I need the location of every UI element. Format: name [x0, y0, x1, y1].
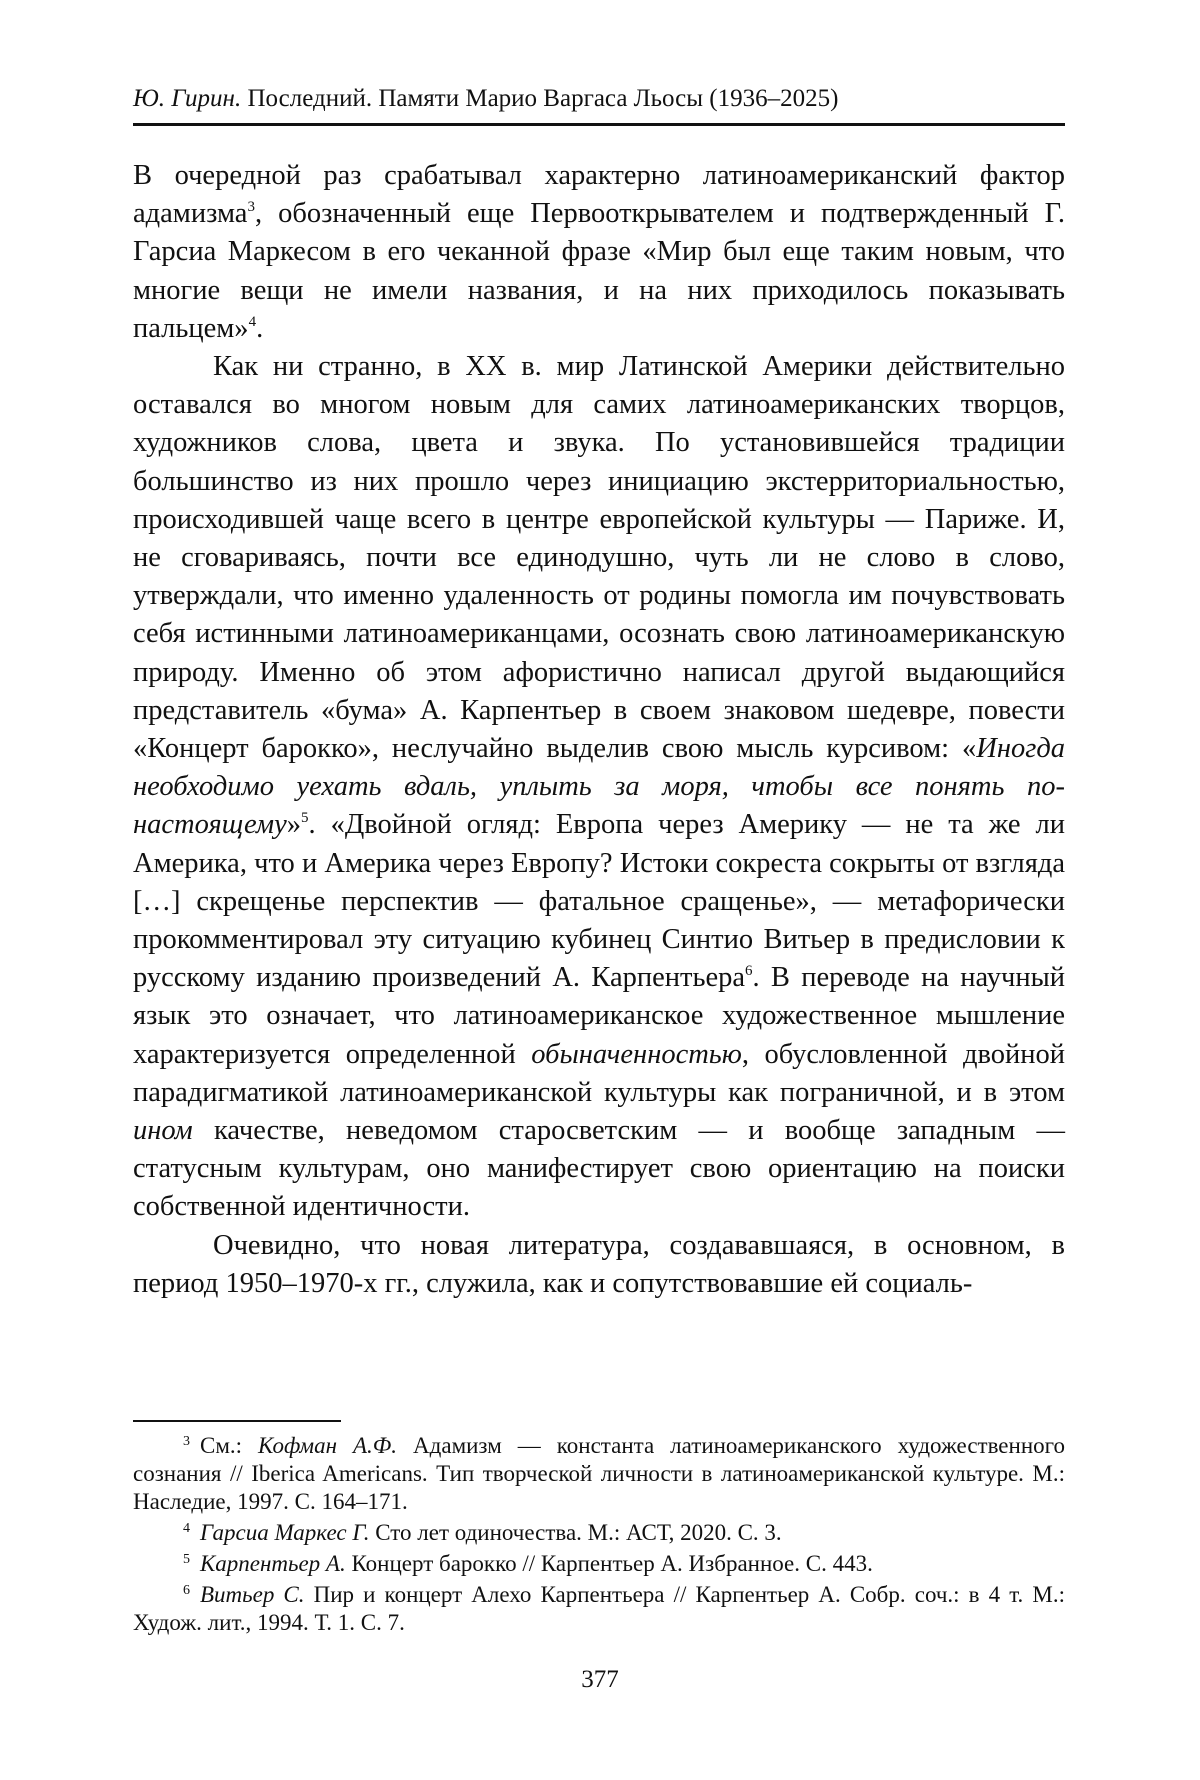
text-run: качестве, неведомом старосветским — и вообще западным — статусным культурам, оно манифестирует свою ориентацию на поиски собственной идентичности.: [133, 1115, 1065, 1223]
text-run: . «Двойной огляд: Европа через Америку — не та же ли Америка, что и Америка через Европу? Истоки сокреста сокрыты от взгляда […] скрещенье перспектив — фатальное сращенье», — метафорически прокомментировал эту ситуацию кубинец Синтио Витьер в предисловии к русскому изданию произведений А. Карпентьера: [133, 809, 1065, 994]
header-author: Ю. Гирин.: [133, 85, 242, 112]
footnote-5: [133, 1550, 1065, 1578]
footnote-4: [133, 1519, 1065, 1547]
footnote-author: Витьер С.: [200, 1582, 305, 1607]
footnote-marker: 4: [248, 313, 257, 330]
main-text: [133, 157, 1065, 1303]
footnote-marker: 6: [745, 963, 753, 980]
text-run: .: [256, 312, 264, 344]
footnote-text: Адамизм — константа латиноамериканского художественного сознания // Iberica Americans. Тип творческой личности в латиноамериканской культуре. М.: Наследие, 1997. С. 164–171.: [133, 1433, 1065, 1514]
text-run: В очередной раз срабатывал характерно латиноамериканский фактор адамизма: [133, 160, 1065, 230]
footnote-author: Гарсиа Маркес Г.: [200, 1520, 370, 1545]
paragraph-1: [133, 157, 1065, 348]
text-run: Как ни странно, в XX в. мир Латинской Америки действительно оставался во многом новым для самих латиноамериканских творцов, художников слова, цвета и звука. По установившейся традиции большинство из них прошло через инициацию экстерриториальностью, происходившей чаще всего в центре европейской культуры — Париже. И, не сговариваясь, почти все единодушно, чуть ли не слово в слово, утверждали, что именно удаленность от родины помогла им почувствовать себя истинными латиноамериканцами, осознать свою латиноамериканскую природу. Именно об этом афористично написал другой выдающийся представитель «бума» А. Карпентьер в своем знаковом шедевре, повести «Концерт барокко», неслучайно выделив свою мысль курсивом: «: [133, 351, 1065, 765]
header-rule: [133, 123, 1065, 126]
header-title: Последний. Памяти Марио Варгаса Льосы (1936–2025): [247, 85, 839, 112]
footnote-number: 3: [183, 1434, 190, 1449]
paragraph-3: [133, 1227, 1065, 1303]
footnote-prefix: См.:: [200, 1433, 259, 1458]
footnote-text: Сто лет одиночества. М.: АСТ, 2020. С. 3.: [369, 1520, 782, 1545]
footnotes: [133, 1432, 1065, 1640]
running-header: [133, 82, 1065, 116]
text-run: »: [286, 809, 301, 841]
page-number: 377: [581, 1666, 619, 1693]
footnote-number: 4: [183, 1521, 190, 1536]
text-run: , обозначенный еще Первооткрывателем и подтвержденный Г. Гарсиа Маркесом в его чеканной фразе «Мир был еще таким новым, что многие вещи не имели названия, и на них приходилось показывать пальцем»: [133, 198, 1065, 344]
footnote-text: Пир и концерт Алехо Карпентьера // Карпентьер А. Собр. соч.: в 4 т. М.: Худож. лит., 1994. Т. 1. С. 7.: [133, 1582, 1065, 1635]
footnote-3: [133, 1432, 1065, 1516]
italic-text: ином: [133, 1115, 193, 1147]
footnote-author: Карпентьер А.: [200, 1551, 346, 1576]
footnote-number: 6: [183, 1583, 190, 1598]
footnote-text: Концерт барокко // Карпентьер А. Избранное. С. 443.: [345, 1551, 873, 1576]
footnote-author: Кофман А.Ф.: [258, 1433, 398, 1458]
text-run: Очевидно, что новая литература, создававшаяся, в основном, в период 1950–1970-х гг., служила, как и сопутствовавшие ей социаль-: [133, 1229, 1065, 1299]
footnote-6: [133, 1581, 1065, 1637]
paragraph-2: [133, 348, 1065, 1227]
footnote-number: 5: [183, 1552, 190, 1567]
italic-text: обыначенностью: [531, 1038, 742, 1070]
text-run: . В переводе на научный язык это означает, что латиноамериканское художественное мышление характеризуется определенной: [133, 962, 1065, 1070]
text-run: , обусловленной двойной парадигматикой латиноамериканской культуры как пограничной, и в этом: [133, 1038, 1065, 1108]
italic-text: Иногда необходимо уехать вдаль, уплыть за моря, чтобы все понять по-настоящему: [133, 733, 1065, 841]
footnote-separator: [133, 1420, 341, 1422]
footnote-marker: 5: [301, 810, 309, 827]
footnote-marker: 3: [247, 199, 255, 216]
